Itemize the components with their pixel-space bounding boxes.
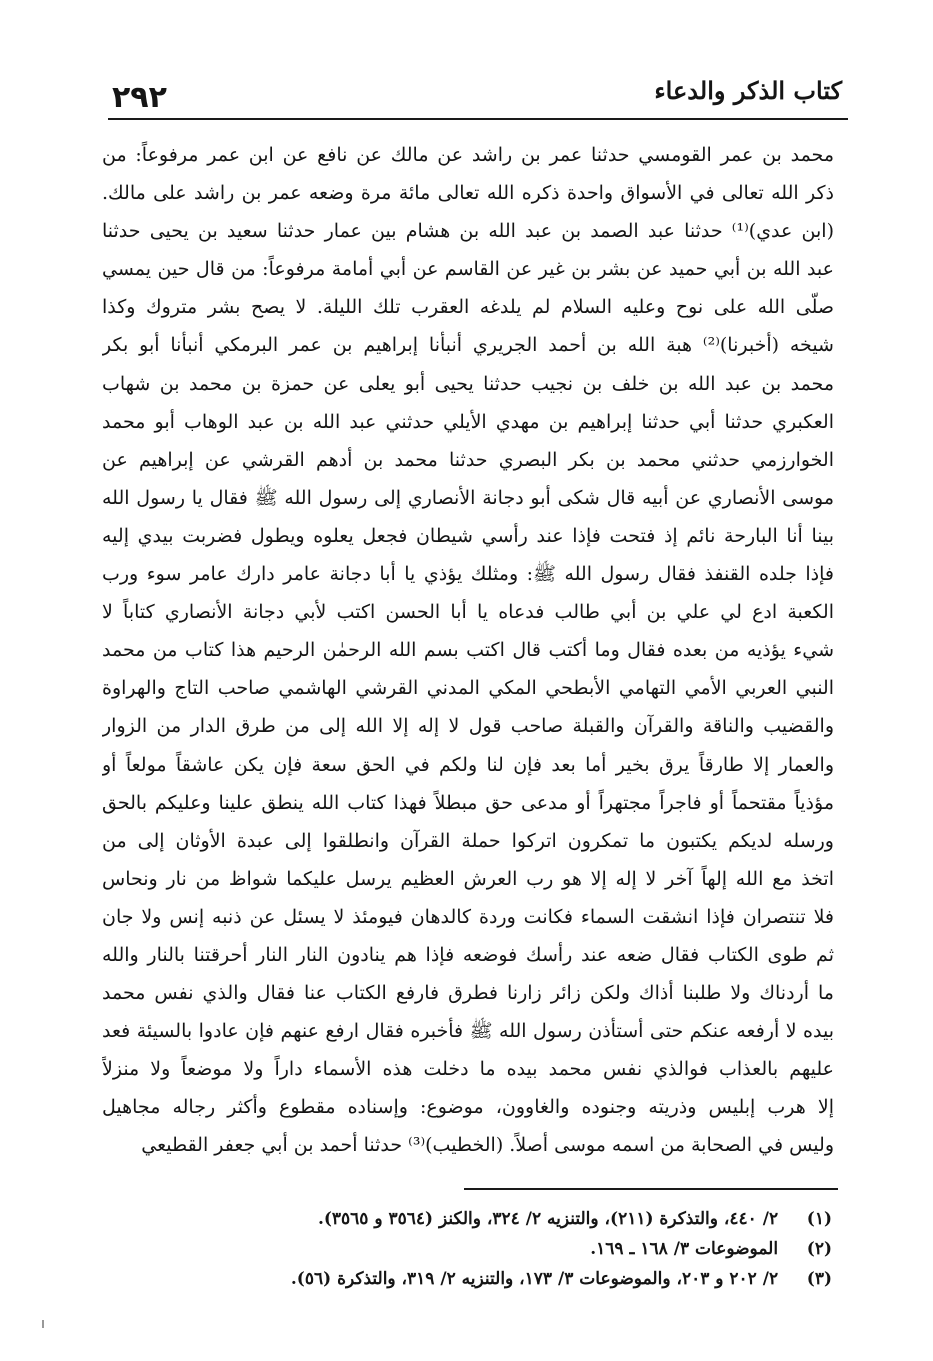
footnote-number: (١) (806, 1209, 832, 1229)
text-line: بيده لا أرفعه عنكم حتى أستأذن رسول الله ﷺ فأخبره فقال ارفع عنهم فإن عادوا بالسيئة فعد (102, 1020, 834, 1043)
footnote-divider (464, 1188, 838, 1190)
footnote-number: (٣) (806, 1269, 832, 1289)
footnote-text: ٢/ ٤٤٠، والتذكرة (٢١١)، والتنزيه ٢/ ٣٢٤، والكنز (٣٥٦٤ و ٣٥٦٥). (317, 1209, 779, 1229)
text-line: ورسله لديكم يكتبون ما تمكرون اتركوا حملة القرآن وانطلقوا إلى عبدة الأوثان إلى من (102, 829, 834, 852)
footnote-text: ٢/ ٢٠٢ و ٢٠٣، والموضوعات ٣/ ١٧٣، والتنزيه ٢/ ٣١٩، والتذكرة (٥٦). (290, 1269, 779, 1289)
text-line: إلا هرب إبليس وذريته وجنوده والغاوون، موضوع: وإسناده مقطوع وأكثر رجاله مجاهيل (102, 1096, 834, 1119)
text-line: شيء يؤذيه من بعده فقال وما أكتب قال اكتب بسم الله الرحمٰن الرحيم هذا كتاب من محمد (102, 639, 834, 662)
text-line: محمد بن عمر القومسي حدثنا عمر بن راشد عن مالك عن نافع عن ابن عمر مرفوعاً: من (102, 144, 834, 166)
main-text (102, 136, 834, 1165)
footnote (200, 1204, 832, 1234)
text-line: ثم طوى الكتاب فقال ضعه عند رأسك فوضعه فإذا هم ينادون النار النار أحرقتنا بالنار والله (102, 943, 834, 966)
footnote-number: (٢) (806, 1239, 832, 1259)
text-line: ما أردناك ولا طلبنا أذاك ولكن زائر زارنا فطرق فارفع الكتاب عنا فقال والذي نفس محمد (102, 982, 834, 1005)
text-line: موسى الأنصاري عن أبيه قال شكى أبو دجانة الأنصاري إلى رسول الله ﷺ فقال يا رسول الله (102, 486, 834, 509)
text-line: والقضيب والناقة والقرآن والقبلة صاحب قول لا إله إلا الله إلى من طرق الدار من الزوار (102, 715, 834, 738)
text-line: صلّى الله على نوح وعليه السلام لم يلدغه العقرب تلك الليلة. لا يصح بشر متروك وكذا (102, 296, 834, 319)
text-line: فلا تنتصران فإذا انشقت السماء فكانت وردة كالدهان فيومئذ لا يسئل عن ذنبه إنس ولا جان (102, 905, 834, 928)
page-number: ٢٩٢ (112, 80, 167, 115)
chapter-title: كتاب الذكر والدعاء (654, 76, 842, 105)
text-line: بينا أنا البارحة نائم إذ فتحت فإذا عند رأسي شيطان فجعل يعلوه ويطول فضربت بيدي إليه (102, 524, 834, 547)
text-line: العكبري حدثنا أبي حدثنا إبراهيم بن مهدي الأيلي حدثني عبد الله بن عبد الوهاب أبو محمد (102, 410, 834, 433)
text-line: الكعبة ادع لي علي بن أبي طالب فدعاه يا أبا الحسن اكتب لأبي دجانة الأنصاري كتاباً لا (102, 601, 834, 624)
text-line: ذكر الله تعالى في الأسواق واحدة ذكره الله تعالى مائة مرة وضعه عمر بن راشد على مالك. (102, 182, 834, 205)
footnotes (200, 1204, 832, 1294)
text-line: النبي العربي الأمي التهامي الأبطحي المكي المدني القرشي الهاشمي صاحب التاج والهراوة (102, 677, 834, 700)
text-line: عبد الله بن أبي حميد عن بشر بن غير عن القاسم عن أبي أمامة مرفوعاً: من قال حين يمسي (102, 258, 834, 281)
text-line: (ابن عدي)⁽¹⁾ حدثنا عبد الصمد بن عبد الله بن هشام بين عمار حدثنا سعيد بن يحيى حدثنا (102, 220, 834, 243)
scan-speck (42, 1320, 44, 1328)
footnote (200, 1264, 832, 1294)
text-line: اتخذ مع الله إلهاً آخر لا إله إلا هو رب العرش العظيم يرسل عليكما شواظ من نار ونحاس (102, 867, 834, 890)
footnote (200, 1234, 832, 1264)
text-line: وليس في الصحابة من اسمه موسى أصلاً. (الخطيب)⁽³⁾ حدثنا أحمد بن أبي جعفر القطيعي (141, 1134, 834, 1157)
text-line: الخوارزمي حدثني محمد بن بكر البصري حدثنا محمد بن أدهم القرشي عن إبراهيم عن (102, 448, 834, 471)
text-line: والعمار إلا طارقاً يرق بخير أما بعد فإن لنا ولكم في الحق سعة فإن يكن عاشقاً مولعاً أو (102, 753, 834, 776)
text-line: مؤذياً مقتحماً أو فاجراً مجتهراً أو مدعى حق مبطلاً فهذا كتاب الله ينطق علينا وعليكم بالحق (102, 791, 834, 814)
text-line: محمد بن عبد الله بن خلف بن نجيب حدثنا يحيى أبو يعلى عن حمزة بن محمد بن شهاب (102, 372, 834, 395)
text-line: شيخه (أخبرنا)⁽²⁾ هبة الله بن أحمد الجريري أنبأنا إبراهيم بن عمر البرمكي أنبأنا أبو بكر (102, 334, 834, 357)
running-header (108, 68, 848, 120)
text-line: فإذا جلده القنفذ فقال رسول الله ﷺ: ومثلك يؤذي يا أبا دجانة عامر دارك عامر سوء ورب (102, 563, 834, 586)
text-line: عليهم بالعذاب فوالذي نفس محمد بيده ما دخلت هذه الأسماء داراً ولا موضعاً ولا منزلاً (102, 1058, 834, 1081)
footnote-text: الموضوعات ٣/ ١٦٨ ـ ١٦٩. (590, 1239, 779, 1259)
